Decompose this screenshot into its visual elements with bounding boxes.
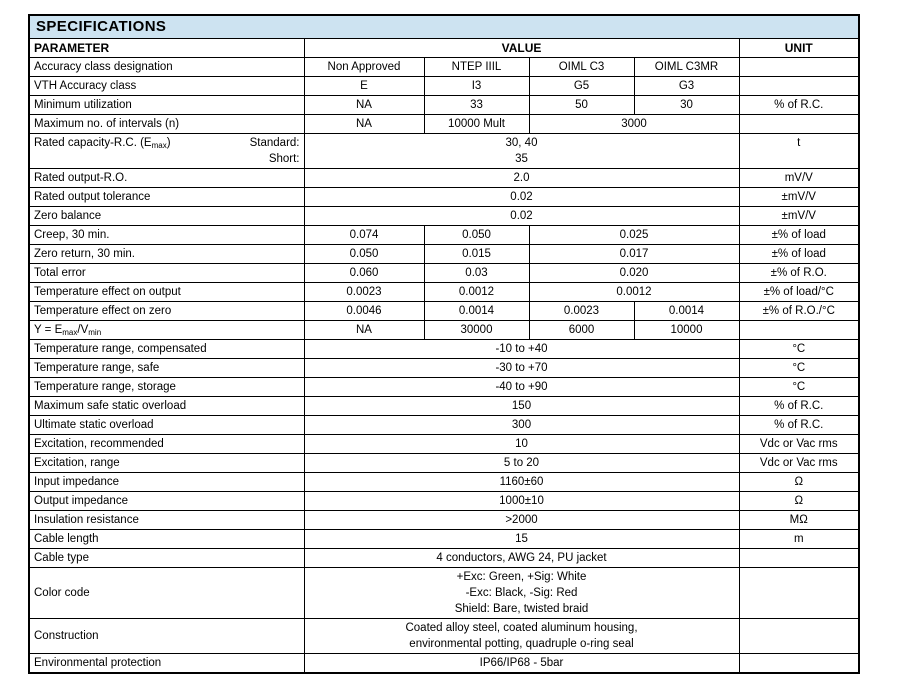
parameter-cell: Temperature range, safe — [29, 359, 304, 378]
table-row — [29, 77, 859, 96]
table-row — [29, 549, 859, 568]
value-cell: NA — [304, 115, 424, 134]
value-cell: 0.025 — [529, 226, 739, 245]
parameter-cell: Temperature effect on zero — [29, 302, 304, 321]
unit-cell: ±% of R.O. — [739, 264, 859, 283]
value-cell: 10000 — [634, 321, 739, 340]
section-title: SPECIFICATIONS — [29, 15, 859, 39]
value-cell: 15 — [304, 530, 739, 549]
value-cell: Coated alloy steel, coated aluminum housing, environmental potting, quadruple o-ring seal — [304, 619, 739, 654]
parameter-cell: Rated capacity-R.C. $(E_{max})$ Standard: Short: — [29, 134, 304, 169]
spec-table-body — [29, 58, 859, 674]
unit-cell: ±% of load/°C — [739, 283, 859, 302]
value-cell: -40 to +90 — [304, 378, 739, 397]
value-cell: IP66/IP68 - 5bar — [304, 654, 739, 674]
unit-cell: MΩ — [739, 511, 859, 530]
value-cell: 0.020 — [529, 264, 739, 283]
unit-cell: Ω — [739, 492, 859, 511]
value-cell: 10 — [304, 435, 739, 454]
unit-cell: °C — [739, 378, 859, 397]
unit-cell: % of R.C. — [739, 96, 859, 115]
value-cell: OIML C3MR — [634, 58, 739, 77]
table-row — [29, 188, 859, 207]
parameter-cell: Accuracy class designation — [29, 58, 304, 77]
parameter-cell: Zero balance — [29, 207, 304, 226]
table-row — [29, 511, 859, 530]
parameter-cell: Minimum utilization — [29, 96, 304, 115]
value-cell: E — [304, 77, 424, 96]
table-row — [29, 264, 859, 283]
table-row — [29, 654, 859, 674]
unit-cell: ±mV/V — [739, 188, 859, 207]
value-cell: 0.0012 — [529, 283, 739, 302]
unit-cell: ±% of load — [739, 245, 859, 264]
value-cell: 0.0023 — [304, 283, 424, 302]
parameter-cell: Cable length — [29, 530, 304, 549]
value-cell: 0.017 — [529, 245, 739, 264]
parameter-cell: Excitation, recommended — [29, 435, 304, 454]
value-cell: >2000 — [304, 511, 739, 530]
table-row — [29, 226, 859, 245]
unit-cell: % of R.C. — [739, 416, 859, 435]
value-cell: 0.02 — [304, 188, 739, 207]
value-cell: 0.015 — [424, 245, 529, 264]
parameter-cell: Rated output tolerance — [29, 188, 304, 207]
value-cell: 5 to 20 — [304, 454, 739, 473]
unit-cell: t — [739, 134, 859, 169]
table-row — [29, 397, 859, 416]
unit-cell — [739, 115, 859, 134]
table-row — [29, 96, 859, 115]
value-cell: NA — [304, 321, 424, 340]
table-row — [29, 245, 859, 264]
table-header-row — [29, 39, 859, 58]
table-row — [29, 473, 859, 492]
parameter-cell: Insulation resistance — [29, 511, 304, 530]
value-cell: -30 to +70 — [304, 359, 739, 378]
unit-cell: ±mV/V — [739, 207, 859, 226]
table-row — [29, 435, 859, 454]
parameter-cell: Temperature range, storage — [29, 378, 304, 397]
unit-cell — [739, 321, 859, 340]
unit-cell — [739, 77, 859, 96]
parameter-cell: Cable type — [29, 549, 304, 568]
value-cell: 1000±10 — [304, 492, 739, 511]
value-cell: 3000 — [529, 115, 739, 134]
table-row — [29, 492, 859, 511]
unit-cell — [739, 654, 859, 674]
parameter-cell: Temperature effect on output — [29, 283, 304, 302]
value-cell: I3 — [424, 77, 529, 96]
table-row — [29, 169, 859, 188]
parameter-cell: Maximum no. of intervals (n) — [29, 115, 304, 134]
unit-cell: ±% of load — [739, 226, 859, 245]
parameter-cell: $Y = E_{max}/V_{min}$ — [29, 321, 304, 340]
value-cell: 0.0014 — [424, 302, 529, 321]
specifications-table — [28, 14, 860, 674]
column-header-parameter: PARAMETER — [29, 39, 304, 58]
parameter-cell: Creep, 30 min. — [29, 226, 304, 245]
value-cell: 0.0023 — [529, 302, 634, 321]
unit-cell — [739, 549, 859, 568]
unit-cell: mV/V — [739, 169, 859, 188]
table-row — [29, 530, 859, 549]
unit-cell: % of R.C. — [739, 397, 859, 416]
value-cell: NA — [304, 96, 424, 115]
parameter-cell: Zero return, 30 min. — [29, 245, 304, 264]
table-row — [29, 207, 859, 226]
unit-cell: Ω — [739, 473, 859, 492]
column-header-value: VALUE — [304, 39, 739, 58]
unit-cell — [739, 58, 859, 77]
parameter-cell: Construction — [29, 619, 304, 654]
table-row — [29, 416, 859, 435]
column-header-unit: UNIT — [739, 39, 859, 58]
unit-cell: Vdc or Vac rms — [739, 435, 859, 454]
table-title-row — [29, 15, 859, 39]
parameter-cell: Input impedance — [29, 473, 304, 492]
value-cell: 0.050 — [304, 245, 424, 264]
value-cell: 30 — [634, 96, 739, 115]
value-cell: 0.03 — [424, 264, 529, 283]
value-cell: 10000 Mult — [424, 115, 529, 134]
table-row — [29, 283, 859, 302]
parameter-cell: Color code — [29, 568, 304, 619]
value-cell: -10 to +40 — [304, 340, 739, 359]
unit-cell — [739, 619, 859, 654]
value-cell: 150 — [304, 397, 739, 416]
unit-cell: ±% of R.O./°C — [739, 302, 859, 321]
value-cell: 0.0014 — [634, 302, 739, 321]
value-cell: 30000 — [424, 321, 529, 340]
unit-cell — [739, 568, 859, 619]
value-cell: 33 — [424, 96, 529, 115]
table-row — [29, 619, 859, 654]
value-cell: 4 conductors, AWG 24, PU jacket — [304, 549, 739, 568]
parameter-cell: Environmental protection — [29, 654, 304, 674]
value-cell: +Exc: Green, +Sig: White -Exc: Black, -Sig: Red Shield: Bare, twisted braid — [304, 568, 739, 619]
value-cell: 50 — [529, 96, 634, 115]
value-cell: 0.02 — [304, 207, 739, 226]
table-row — [29, 359, 859, 378]
value-cell: 2.0 — [304, 169, 739, 188]
table-row — [29, 302, 859, 321]
parameter-cell: Ultimate static overload — [29, 416, 304, 435]
table-row — [29, 58, 859, 77]
parameter-cell: Temperature range, compensated — [29, 340, 304, 359]
unit-cell: Vdc or Vac rms — [739, 454, 859, 473]
unit-cell: °C — [739, 340, 859, 359]
value-cell: Non Approved — [304, 58, 424, 77]
table-row — [29, 134, 859, 169]
value-cell: 30, 40 35 — [304, 134, 739, 169]
table-row — [29, 321, 859, 340]
value-cell: 1160±60 — [304, 473, 739, 492]
value-cell: 0.050 — [424, 226, 529, 245]
table-row — [29, 340, 859, 359]
table-row — [29, 378, 859, 397]
parameter-cell: Total error — [29, 264, 304, 283]
value-cell: G3 — [634, 77, 739, 96]
value-cell: NTEP IIIL — [424, 58, 529, 77]
table-row — [29, 568, 859, 619]
unit-cell: °C — [739, 359, 859, 378]
parameter-cell: Maximum safe static overload — [29, 397, 304, 416]
value-cell: 0.060 — [304, 264, 424, 283]
value-cell: 300 — [304, 416, 739, 435]
value-cell: OIML C3 — [529, 58, 634, 77]
value-cell: 0.0012 — [424, 283, 529, 302]
unit-cell: m — [739, 530, 859, 549]
value-cell: 0.0046 — [304, 302, 424, 321]
table-row — [29, 454, 859, 473]
parameter-cell: VTH Accuracy class — [29, 77, 304, 96]
value-cell: G5 — [529, 77, 634, 96]
parameter-cell: Excitation, range — [29, 454, 304, 473]
table-row — [29, 115, 859, 134]
parameter-cell: Rated output-R.O. — [29, 169, 304, 188]
value-cell: 0.074 — [304, 226, 424, 245]
value-cell: 6000 — [529, 321, 634, 340]
parameter-cell: Output impedance — [29, 492, 304, 511]
